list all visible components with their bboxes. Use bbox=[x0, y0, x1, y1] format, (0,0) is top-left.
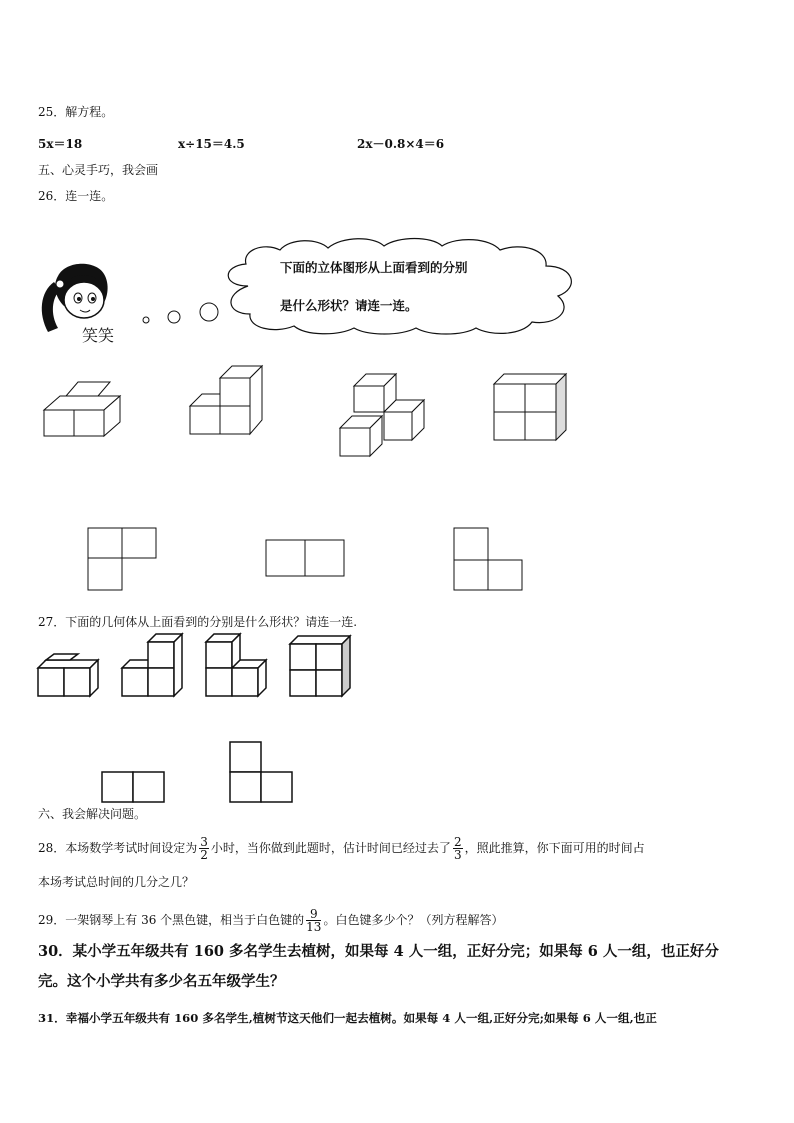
q25-title: 25．解方程。 bbox=[38, 105, 114, 119]
cloud-text-line-2: 是什么形状？请连一连。 bbox=[280, 298, 418, 313]
q26-title: 26．连一连。 bbox=[38, 189, 114, 203]
q26-top-views bbox=[88, 528, 522, 590]
section6-heading: 六、我会解决问题。 bbox=[38, 807, 147, 821]
q28-text-part2: 小时，当你做到此题时，估计时间已经过去了 bbox=[210, 841, 451, 855]
q28-fraction-1: $\frac{3}{2}$ bbox=[200, 835, 208, 862]
q30-line-2: 完。这个小学共有多少名五年级学生？ bbox=[38, 973, 285, 990]
q28-text-part1: 28．本场数学考试时间设定为 bbox=[38, 841, 198, 855]
q25-equation-3: 2x－0.8×4＝6 bbox=[357, 137, 445, 151]
q29-text-part2: 。白色键多少个？（列方程解答） bbox=[323, 913, 504, 927]
q29-line bbox=[38, 908, 503, 933]
q29-text-part1: 29．一架钢琴上有 36 个黑色键，相当于白色键的 bbox=[38, 913, 305, 927]
q28-line-1 bbox=[38, 836, 645, 861]
q25-equation-2: x÷15＝4.5 bbox=[178, 137, 245, 151]
q30-line-1: 30．某小学五年级共有 160 多名学生去植树，如果每 4 人一组，正好分完；如果每 6 人一组，也正好分 bbox=[38, 943, 719, 960]
q29-fraction: $\frac{9}{13}$ bbox=[306, 907, 322, 934]
q27-title: 27．下面的几何体从上面看到的分别是什么形状？请连一连. bbox=[38, 615, 358, 629]
q28-line-2: 本场考试总时间的几分之几？ bbox=[38, 875, 195, 889]
q27-top-views bbox=[102, 742, 292, 802]
q28-fraction-2: $\frac{2}{3}$ bbox=[453, 835, 462, 862]
cloud-text-line-1: 下面的立体图形从上面看到的分别 bbox=[280, 260, 468, 275]
q31-line-1: 31．幸福小学五年级共有 160 多名学生,植树节这天他们一起去植树。如果每 4 人一组,正好分完;如果每 6 人一组,也正 bbox=[38, 1011, 657, 1025]
q28-text-part3: ，照此推算，你下面可用的时间占 bbox=[464, 841, 645, 855]
section5-heading: 五、心灵手巧，我会画 bbox=[38, 163, 159, 177]
q25-equation-1: 5x＝18 bbox=[38, 137, 83, 151]
girl-name-label: 笑笑 bbox=[82, 326, 115, 345]
